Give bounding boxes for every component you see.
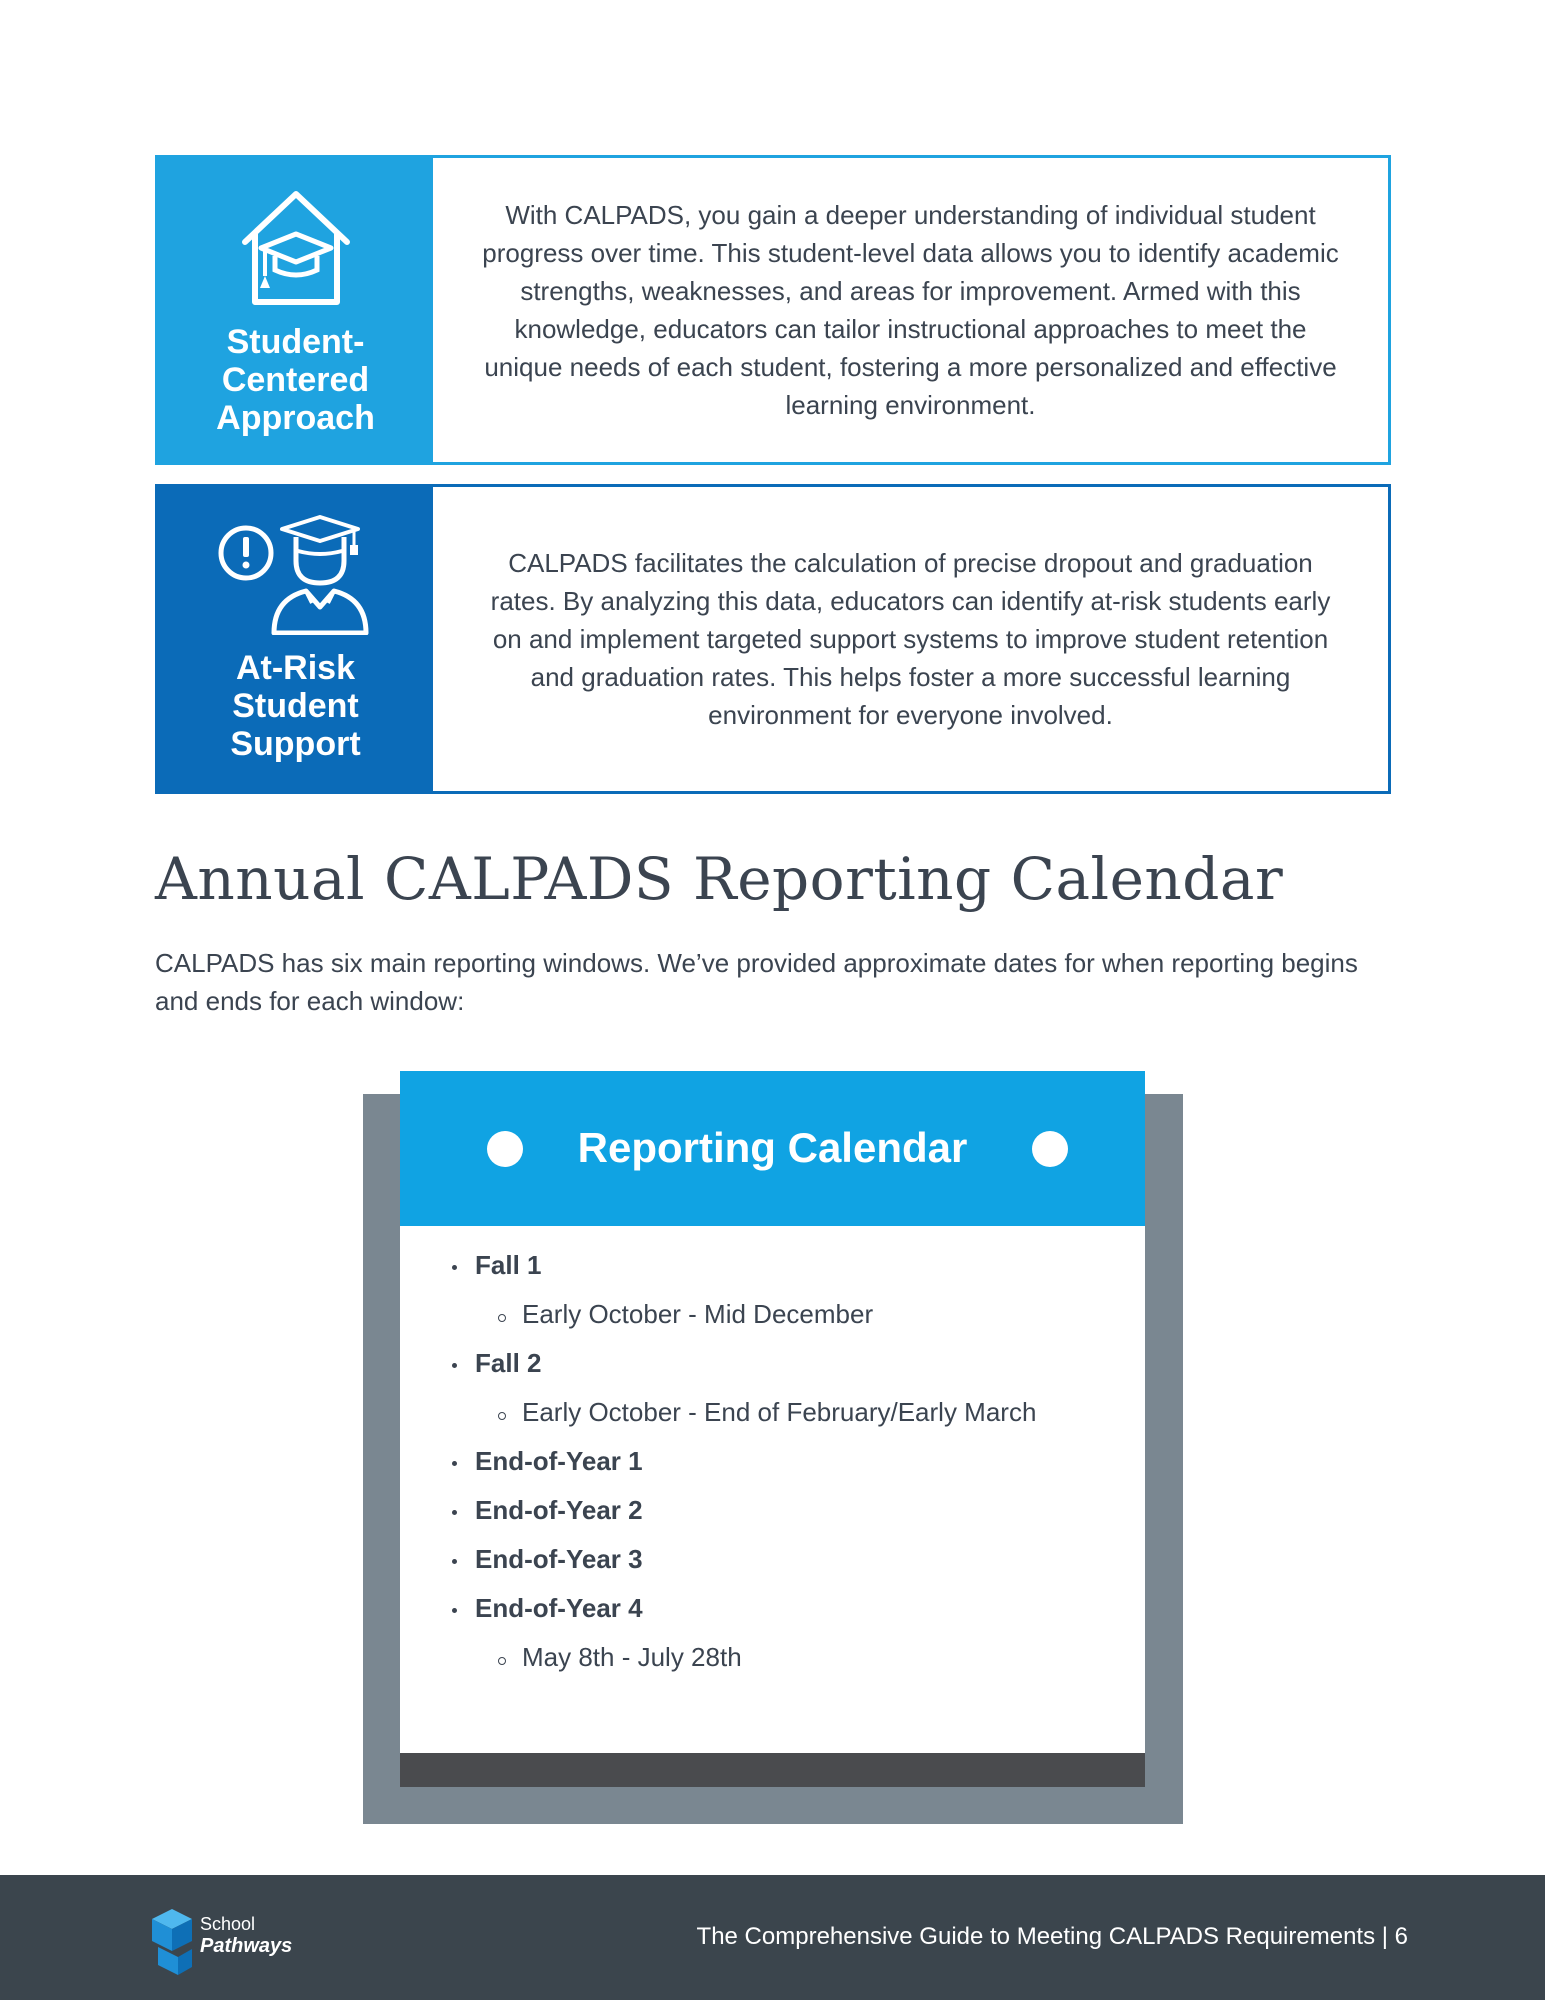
list-subitem: May 8th - July 28th [400,1633,1145,1682]
section-heading: Annual CALPADS Reporting Calendar [155,845,1284,913]
card-side-panel [158,158,433,462]
calendar-base [400,1753,1145,1787]
calendar-ring-icon [1032,1131,1068,1167]
card-body [433,158,1388,462]
section-intro: CALPADS has six main reporting windows. We’ve provided approximate dates for when reporting begins and ends for each window: [155,948,1358,1016]
feature-card-at-risk [155,484,1391,794]
calendar-header [400,1071,1145,1226]
card-body [433,487,1388,791]
card-description: With CALPADS, you gain a deeper understanding of individual student progress over time. This student-level data allows you to identify academic strengths, weaknesses, and areas for improvement. Armed with this knowledge, educators can tailor instructional approaches to meet the unique needs of each student, fostering a more personalized and effective learning environment. [482,200,1339,420]
student-alert-icon [216,515,376,635]
school-pathways-logo [148,1905,308,1977]
list-item: End-of-Year 4 [400,1584,1145,1633]
calendar-ring-icon [487,1131,523,1167]
logo-wordmark [200,1913,292,1957]
card-title: At-Risk Student Support [230,649,361,763]
card-title: Student-Centered Approach [216,322,375,437]
page-footer [0,1875,1545,2000]
list-subitem: Early October - End of February/Early March [400,1388,1145,1437]
house-graduation-cap-icon [231,184,361,309]
list-subitem: Early October - Mid December [400,1290,1145,1339]
card-side-panel [158,487,433,791]
calendar-title: Reporting Calendar [577,1123,968,1171]
footer-caption: The Comprehensive Guide to Meeting CALPADS Requirements | 6 [696,1923,1408,1950]
list-item: Fall 1 [400,1241,1145,1290]
card-description: CALPADS facilitates the calculation of precise dropout and graduation rates. By analyzing this data, educators can identify at-risk students early on and implement targeted support systems to improve student retention and graduation rates. This helps foster a more successful learning environment for everyone involved. [490,548,1331,730]
feature-card-student-centered [155,155,1391,465]
logo-line-school: School [200,1914,256,1934]
list-item: End-of-Year 1 [400,1437,1145,1486]
list-item: Fall 2 [400,1339,1145,1388]
list-item: End-of-Year 3 [400,1535,1145,1584]
cube-logo-icon [148,1905,200,1977]
reporting-calendar [400,1071,1145,1787]
logo-line-pathways: Pathways [200,1935,293,1957]
list-item: End-of-Year 2 [400,1486,1145,1535]
reporting-windows-list [400,1241,1145,1682]
